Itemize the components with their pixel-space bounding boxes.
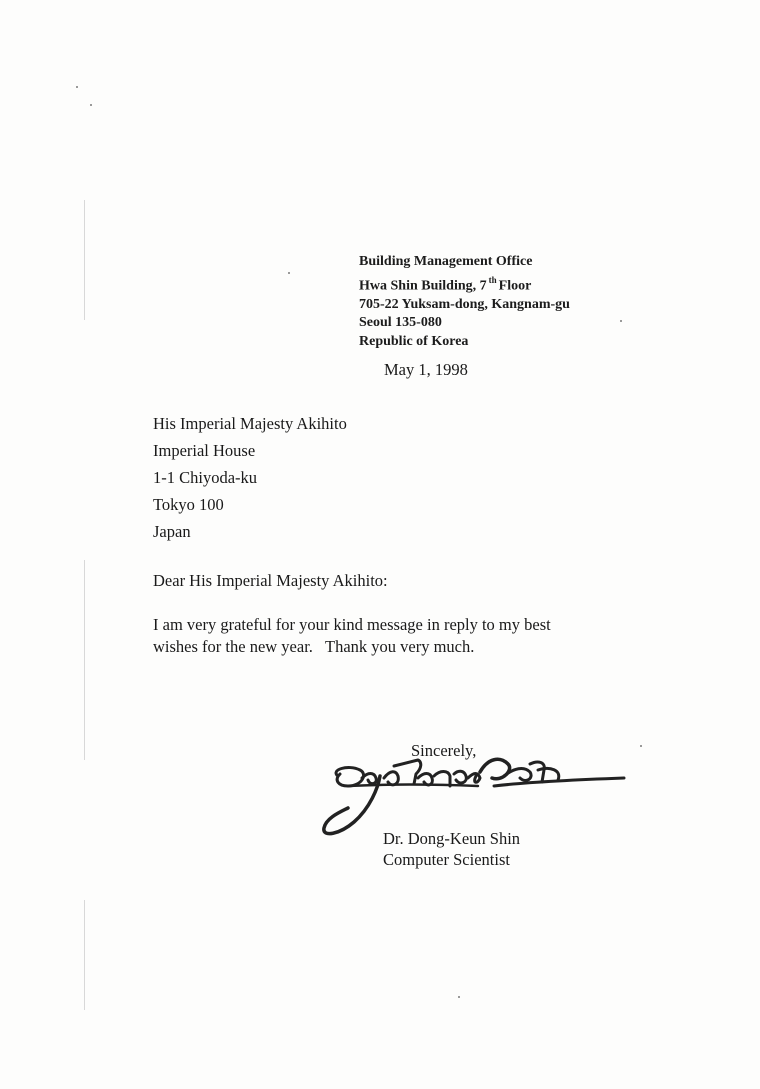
letter-date: May 1, 1998 bbox=[384, 360, 468, 379]
scan-speck bbox=[620, 320, 622, 322]
sender-building-prefix: Hwa Shin Building, 7 bbox=[359, 278, 487, 294]
sender-building-sup: th bbox=[488, 274, 497, 285]
signer-title: Computer Scientist bbox=[383, 850, 510, 869]
scan-speck bbox=[288, 272, 290, 274]
body-line: wishes for the new year. Thank you very much. bbox=[153, 637, 475, 656]
recipient-street: 1-1 Chiyoda-ku bbox=[153, 468, 258, 487]
sender-country: Republic of Korea bbox=[359, 333, 469, 349]
letter-body bbox=[153, 614, 551, 658]
sender-address bbox=[359, 253, 570, 351]
sender-office: Building Management Office bbox=[359, 254, 533, 269]
closing: Sincerely, bbox=[411, 741, 477, 760]
scan-edge-mark bbox=[84, 200, 85, 320]
sender-street: 705-22 Yuksam-dong, Kangnam-gu bbox=[359, 296, 570, 312]
recipient-name: His Imperial Majesty Akihito bbox=[153, 414, 347, 433]
salutation: Dear His Imperial Majesty Akihito: bbox=[153, 571, 388, 590]
recipient-address bbox=[153, 410, 347, 545]
sender-city: Seoul 135-080 bbox=[359, 315, 442, 331]
sender-building-suffix: Floor bbox=[498, 278, 532, 294]
signer-block bbox=[383, 828, 520, 870]
signer-name: Dr. Dong-Keun Shin bbox=[383, 829, 521, 848]
scan-speck bbox=[76, 86, 78, 88]
scan-edge-mark bbox=[84, 560, 85, 760]
recipient-city: Tokyo 100 bbox=[153, 495, 224, 514]
scan-speck bbox=[458, 996, 460, 998]
sender-building bbox=[359, 272, 570, 296]
scan-speck bbox=[90, 104, 92, 106]
body-line: I am very grateful for your kind message in reply to my best bbox=[153, 615, 551, 634]
recipient-country: Japan bbox=[153, 522, 191, 541]
recipient-house: Imperial House bbox=[153, 441, 256, 460]
scan-speck bbox=[640, 745, 642, 747]
scan-edge-mark bbox=[84, 900, 85, 1010]
